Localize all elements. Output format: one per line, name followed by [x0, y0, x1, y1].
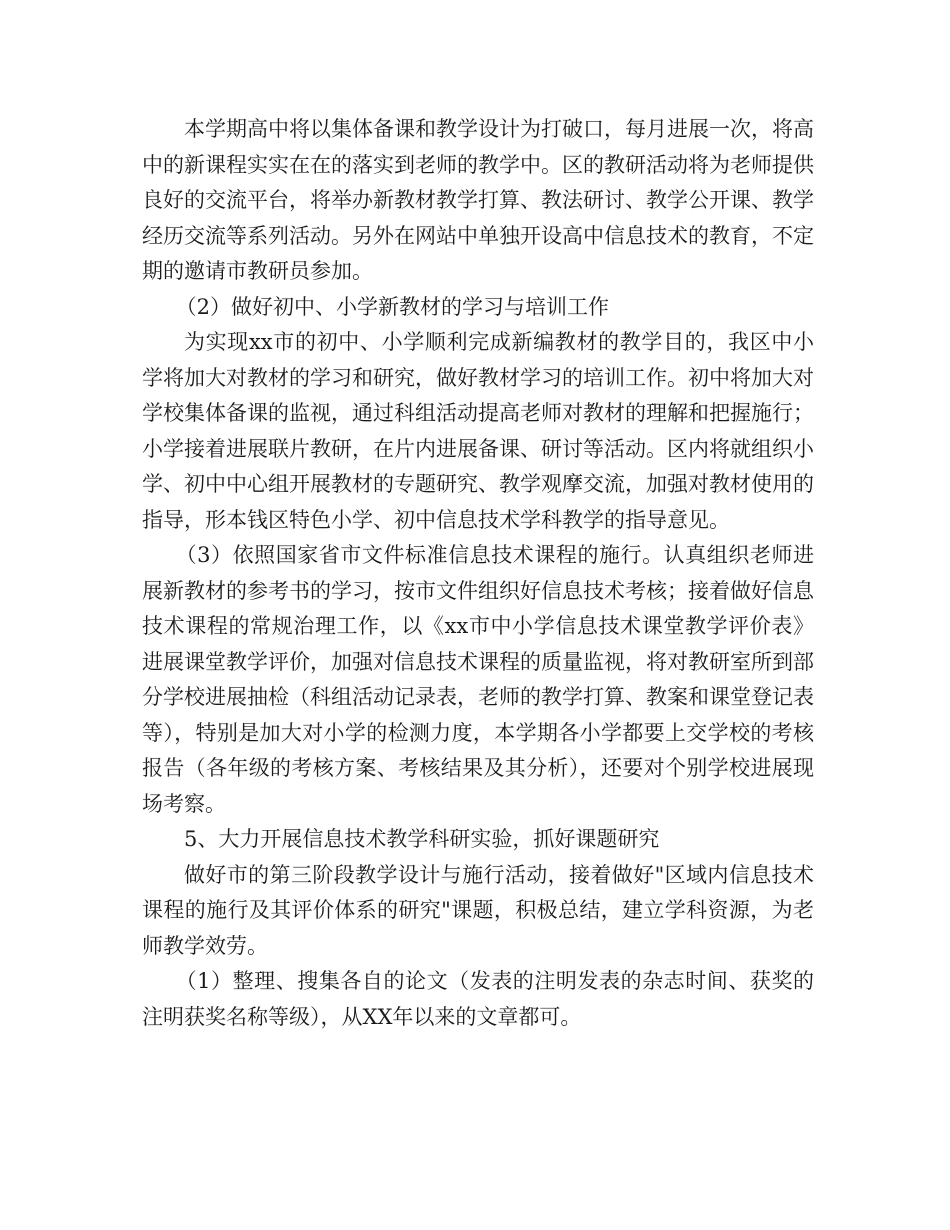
heading-item-2: （2）做好初中、小学新教材的学习与培训工作: [175, 294, 609, 319]
heading-section-5: 5、大力开展信息技术教学科研实验，抓好课题研究: [184, 827, 660, 851]
document-page: [142, 112, 814, 1035]
paragraph-research-project: 做好市的第三阶段教学设计与施行活动，接着做好"区域内信息技术课程的施行及其评价体系的研究"课题，积极总结，建立学科资源，为老师教学效劳。: [142, 862, 814, 958]
paragraph-new-textbook-training: 为实现xx市的初中、小学顺利完成新编教材的教学目的，我区中小学将加大对教材的学习和研究，做好教材学习的培训工作。初中将加大对学校集体备课的监视，通过科组活动提高老师对教材的理解和把握施行；小学接着进展联片教研，在片内进展备课、研讨等活动。区内将就组织小学、初中中心组开展教材的专题研究、教学观摩交流，加强对教材使用的指导，形本钱区特色小学、初中信息技术学科教学的指导意见。: [142, 330, 814, 532]
paragraph-item-3: （3）依照国家省市文件标准信息技术课程的施行。认真组织老师进展新教材的参考书的学习，按市文件组织好信息技术考核；接着做好信息技术课程的常规治理工作，以《xx市中小学信息技术课堂教学评价表》进展课堂教学评价，加强对信息技术课程的质量监视，将对教研室所到部分学校进展抽检（科组活动记录表，老师的教学打算、教案和课堂登记表等），特别是加大对小学的检测力度，本学期各小学都要上交学校的考核报告（各年级的考核方案、考核结果及其分析），还要对个别学校进展现场考察。: [142, 543, 814, 816]
paragraph-item-1: （1）整理、搜集各自的论文（发表的注明发表的杂志时间、获奖的注明获奖名称等级），从XX年以来的文章都可。: [142, 969, 814, 1029]
paragraph-high-school-plan: 本学期高中将以集体备课和教学设计为打破口，每月进展一次，将高中的新课程实实在在的落实到老师的教学中。区的教研活动将为老师提供良好的交流平台，将举办新教材教学打算、教法研讨、教学公开课、教学经历交流等系列活动。另外在网站中单独开设高中信息技术的教育，不定期的邀请市教研员参加。: [142, 117, 814, 283]
